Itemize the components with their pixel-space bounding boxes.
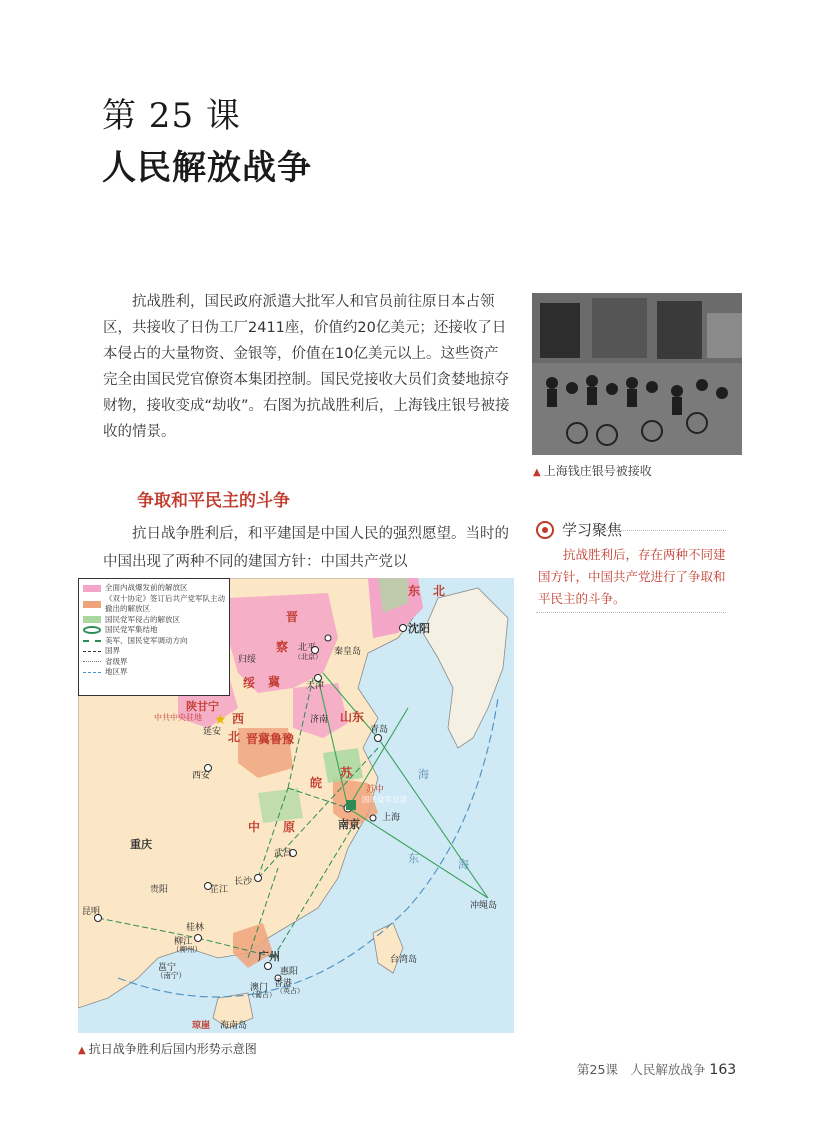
map-label: 晋	[286, 610, 299, 624]
map-label: 长沙	[234, 877, 253, 887]
legend-swatch	[83, 626, 101, 634]
legend-swatch	[83, 601, 101, 608]
caption-triangle-icon: ▲	[78, 1045, 86, 1056]
map-label: （北京）	[294, 653, 322, 661]
lesson-number: 第 25 课	[102, 96, 241, 136]
map-label: 武昌	[274, 849, 293, 859]
focus-heading-text: 学习聚焦	[562, 521, 623, 539]
legend-item	[83, 594, 225, 615]
map-label: 北	[228, 730, 241, 744]
legend-label: 美军、国民党军调动方向	[105, 635, 188, 645]
photo-illustration	[532, 293, 742, 455]
caption-triangle-icon: ▲	[533, 467, 541, 478]
map-label: 国民党军总部	[362, 795, 407, 804]
map-label: 上海	[382, 813, 401, 823]
map-label: 济南	[310, 715, 329, 725]
legend-swatch	[83, 661, 101, 662]
map-label: 东	[408, 852, 419, 865]
body-text: 抗日战争胜利后，和平建国是中国人民的强烈愿望。当时的中国出现了两种不同的建国方针：中国共产党以	[103, 526, 509, 570]
page-footer	[577, 1060, 736, 1078]
map-label: 苏中	[366, 785, 385, 795]
map-label: 惠阳	[280, 967, 299, 977]
map-label: 海南岛	[220, 1021, 248, 1031]
map-label: 延安	[203, 727, 222, 737]
focus-text: 抗战胜利后，存在两种不同建国方针，中国共产党进行了争取和平民主的斗争。	[538, 547, 726, 606]
map-label: 海	[458, 858, 469, 871]
map-label: 原	[283, 820, 296, 834]
map-legend	[78, 578, 230, 696]
map-label: （南宁）	[156, 971, 186, 980]
map-caption	[78, 1040, 257, 1057]
map-label: 冲绳岛	[470, 901, 498, 911]
situation-map	[78, 578, 514, 1033]
legend-item	[83, 583, 225, 594]
svg-text:★: ★	[214, 712, 227, 728]
map-label: 察	[276, 640, 289, 654]
map-label: （葡占）	[248, 991, 276, 999]
legend-item	[83, 646, 225, 657]
map-label: 桂林	[186, 923, 205, 933]
body-paragraph	[103, 520, 513, 576]
legend-arrow-icon	[83, 640, 101, 642]
legend-item	[83, 636, 225, 647]
map-label: 东	[408, 584, 421, 598]
legend-label: 国民党军集结地	[105, 625, 158, 634]
photo-caption-text: 上海钱庄银号被接收	[543, 464, 652, 478]
legend-swatch	[83, 672, 101, 673]
map-label: 北平	[298, 643, 317, 653]
map-label: 皖	[310, 776, 323, 790]
historical-photo	[532, 293, 742, 455]
map-label: 冀	[268, 675, 281, 689]
map-label: 苏	[340, 766, 353, 780]
legend-label: 地区界	[105, 667, 128, 676]
map-label: 海	[418, 768, 429, 781]
map-label: 昆明	[82, 907, 101, 917]
map-label: 澳门	[250, 983, 269, 993]
legend-swatch	[83, 585, 101, 592]
map-label: 中共中央驻地	[154, 713, 202, 722]
legend-label: 国界	[105, 646, 120, 655]
legend-swatch	[83, 651, 101, 652]
map-label: 绥	[243, 676, 256, 690]
legend-item	[83, 667, 225, 678]
legend-item	[83, 625, 225, 636]
map-label: 西安	[192, 771, 211, 781]
lesson-title: 人民解放战争	[102, 148, 312, 188]
map-label: 秦皇岛	[334, 647, 362, 657]
focus-divider-bottom	[536, 612, 726, 613]
intro-text: 抗战胜利，国民政府派遣大批军人和官员前往原日本占领区，共接收了日伪工厂2411座，价值约20亿美元；还接收了日本侵占的大量物资、金银等，价值在10亿美元以上。这些资产完全由国民党官僚资本集团控制。国民党接收大员们贪婪地掠夺财物，接收变成“劫收”。右图为抗战胜利后，上海钱庄银号被接收的情景。	[103, 294, 510, 440]
map-label: 重庆	[130, 838, 152, 851]
map-label: （柳州）	[172, 945, 202, 954]
map-label: 广州	[258, 950, 280, 963]
map-label: 贵阳	[150, 885, 169, 895]
map-label: 台湾岛	[390, 955, 418, 965]
map-label: 归绥	[238, 655, 257, 665]
legend-label: 全面内战爆发前的解放区	[105, 583, 188, 592]
map-label: 香港	[274, 979, 293, 989]
legend-item	[83, 657, 225, 668]
page-number: 163	[709, 1062, 737, 1078]
map-label: 沈阳	[408, 622, 430, 635]
map-label: 中	[248, 820, 261, 834]
map-label: 晋冀鲁豫	[246, 732, 295, 746]
target-icon	[536, 521, 554, 539]
section-title: 争取和平民主的斗争	[137, 491, 290, 511]
map-caption-text: 抗日战争胜利后国内形势示意图	[88, 1042, 257, 1056]
map-label: 北	[433, 584, 446, 598]
legend-swatch	[83, 616, 101, 623]
intro-paragraph	[103, 289, 511, 445]
map-label: 陕甘宁	[186, 700, 219, 713]
map-label: 柳江	[174, 937, 193, 947]
map-label: 青岛	[370, 725, 389, 735]
map-label: 南京	[338, 818, 360, 831]
map-label: 芷江	[210, 885, 229, 895]
legend-label: 国民党军侵占的解放区	[105, 614, 180, 624]
map-label: 山东	[340, 710, 365, 724]
legend-label: 省级界	[105, 656, 128, 666]
map-label: 琼崖	[192, 1021, 211, 1031]
legend-item	[83, 615, 225, 626]
map-label: 西	[232, 712, 245, 726]
map-label: 邕宁	[158, 963, 177, 973]
footer-chapter: 第25课 人民解放战争	[577, 1062, 706, 1077]
photo-caption	[533, 462, 652, 479]
legend-label: 《双十协定》签订后共产党军队主动撤出的解放区	[105, 593, 225, 613]
map-label: （英占）	[276, 987, 304, 995]
map-label: 天津	[306, 681, 325, 691]
focus-divider	[606, 530, 726, 531]
